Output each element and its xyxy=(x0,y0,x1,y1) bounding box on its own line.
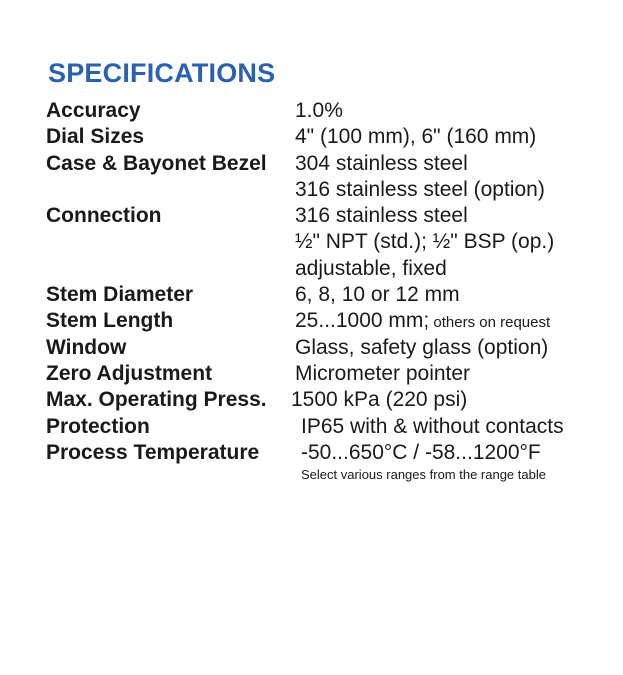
spec-value: -50...650°C / -58...1200°F xyxy=(301,440,541,464)
spec-row-connection-type xyxy=(46,256,606,282)
spec-row-case-bezel-option xyxy=(46,177,606,203)
spec-row-connection-thread xyxy=(46,229,606,255)
spec-value-main: 25...1000 mm; xyxy=(295,309,430,333)
spec-value-note: others on request xyxy=(429,314,551,332)
page-title: SPECIFICATIONS xyxy=(48,58,276,88)
spec-row-dial-sizes xyxy=(46,124,606,150)
spec-value: ½" NPT (std.); ½" BSP (op.) xyxy=(295,230,555,254)
spec-row-max-pressure xyxy=(46,387,606,413)
spec-row-accuracy xyxy=(46,98,606,124)
range-table-note: Select various ranges from the range table xyxy=(301,467,546,482)
spec-value: IP65 with & without contacts xyxy=(301,414,564,438)
spec-value: 6, 8, 10 or 12 mm xyxy=(295,283,460,307)
spec-row-zero-adjustment xyxy=(46,361,606,387)
spec-table xyxy=(46,98,606,466)
spec-label: Case & Bayonet Bezel xyxy=(46,151,267,175)
spec-value: 1.0% xyxy=(295,99,343,122)
spec-label: Stem Diameter xyxy=(46,283,194,307)
spec-row-case-bezel xyxy=(46,151,606,177)
spec-label: Window xyxy=(46,335,127,359)
spec-value: adjustable, fixed xyxy=(295,256,447,280)
spec-value xyxy=(295,308,550,336)
spec-row-stem-diameter xyxy=(46,282,606,308)
spec-row-window xyxy=(46,335,606,361)
spec-value: Micrometer pointer xyxy=(295,361,471,385)
spec-value: 316 stainless steel xyxy=(295,204,468,228)
spec-label: Dial Sizes xyxy=(46,125,145,149)
spec-value: 304 stainless steel xyxy=(295,151,468,175)
spec-label: Process Temperature xyxy=(46,440,260,464)
spec-label: Protection xyxy=(46,414,150,438)
spec-row-protection xyxy=(46,414,606,440)
spec-label: Accuracy xyxy=(46,99,141,122)
spec-row-stem-length xyxy=(46,308,606,334)
spec-label: Zero Adjustment xyxy=(46,361,213,385)
spec-value: 1500 kPa (220 psi) xyxy=(291,388,468,412)
spec-row-connection xyxy=(46,203,606,229)
spec-value: 4" (100 mm), 6" (160 mm) xyxy=(295,125,537,149)
spec-row-process-temperature xyxy=(46,440,606,466)
spec-value: 316 stainless steel (option) xyxy=(295,177,545,201)
spec-label: Max. Operating Press. xyxy=(46,388,267,412)
spec-value: Glass, safety glass (option) xyxy=(295,335,549,359)
spec-label: Stem Length xyxy=(46,309,174,333)
spec-label: Connection xyxy=(46,204,162,228)
